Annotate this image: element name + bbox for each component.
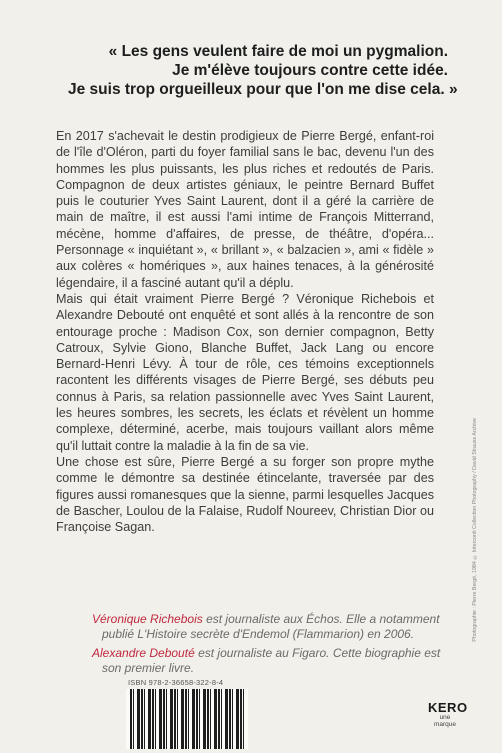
barcode-bars xyxy=(130,689,244,749)
blurb-paragraph: Une chose est sûre, Pierre Bergé a su forger son propre mythe comme le démontre sa destinée étincelante, traversée par des figures aussi romanesques que la sienne, parmi lesquelles Jacques de Bascher, Loulou de la Falaise, Rudolf Noureev, Christian Dior ou Françoise Sagan. xyxy=(56,454,434,535)
author-name: Véronique Richebois xyxy=(92,612,203,626)
author-name: Alexandre Debouté xyxy=(92,646,195,661)
blurb-paragraph: En 2017 s'achevait le destin prodigieux de Pierre Bergé, enfant-roi de l'île d'Oléron, parti du foyer familial sans le bac, devenu l'un des hommes les plus puissants, les plus riches et redoutés de Paris. Compagnon de deux artistes géniaux, le peintre Bernard Buffet puis le couturier Yves Saint Laurent, dont il a géré la carrière de main de maître, il est aussi l'ami intime de François Mitterrand, mécène, homme d'affaires, de presse, de théâtre, d'opéra... Personnage « inquiétant », « brillant », « balzacien », ami « fidèle » aux colères « homériques », aux haines tenaces, à la générosité légendaire, il a fasciné autant qu'il a déplu. xyxy=(56,129,434,290)
author-description: est journaliste aux Échos. Elle a notamment publié L'Histoire secrète d'Endemol (Flammarion) en 2006. xyxy=(102,612,440,641)
epigraph-quote xyxy=(68,42,458,99)
blurb-paragraph: Mais qui était vraiment Pierre Bergé ? Véronique Richebois et Alexandre Debouté ont enquêté et sont allés à la rencontre de son entourage proche : Madison Cox, son dernier compagnon, Betty Catroux, Sylvie Giono, Blanche Buffet, Jack Lang ou encore Bernard-Henri Lévy. À tour de rôle, ces témoins exceptionnels racontent les différents visages de Pierre Bergé, ses débuts peu connus à Paris, sa relation passionnelle avec Yves Saint Laurent, les heures sombres, les secrets, les éclats et révèlent un homme complexe, déterminé, acerbe, mais toujours vaillant alors même qu'il luttait contre la maladie à la fin de sa vie. xyxy=(56,291,434,453)
author-bios xyxy=(92,612,452,680)
blurb-text xyxy=(56,128,434,535)
author-description: est journaliste au Figaro. Cette biographie est son premier livre. xyxy=(102,646,441,675)
publisher-tagline: une marque xyxy=(433,714,457,728)
isbn-label: ISBN 978-2-36658-322-8-4 xyxy=(128,678,224,687)
quote-line: Je m'élève toujours contre cette idée. xyxy=(172,62,448,79)
photo-credits: Photographie : Pierre Bergé, 1984 © Interconti Collection Photography / David Strauss Archive xyxy=(472,418,478,642)
publisher-name: KERO xyxy=(428,700,468,715)
author-bio xyxy=(92,646,452,675)
author-bio xyxy=(92,612,452,641)
quote-line: Je suis trop orgueilleux pour que l'on me dise cela. » xyxy=(68,81,458,98)
quote-line: « Les gens veulent faire de moi un pygmalion. xyxy=(108,43,448,60)
barcode xyxy=(126,689,248,749)
publisher-logo xyxy=(428,700,468,728)
